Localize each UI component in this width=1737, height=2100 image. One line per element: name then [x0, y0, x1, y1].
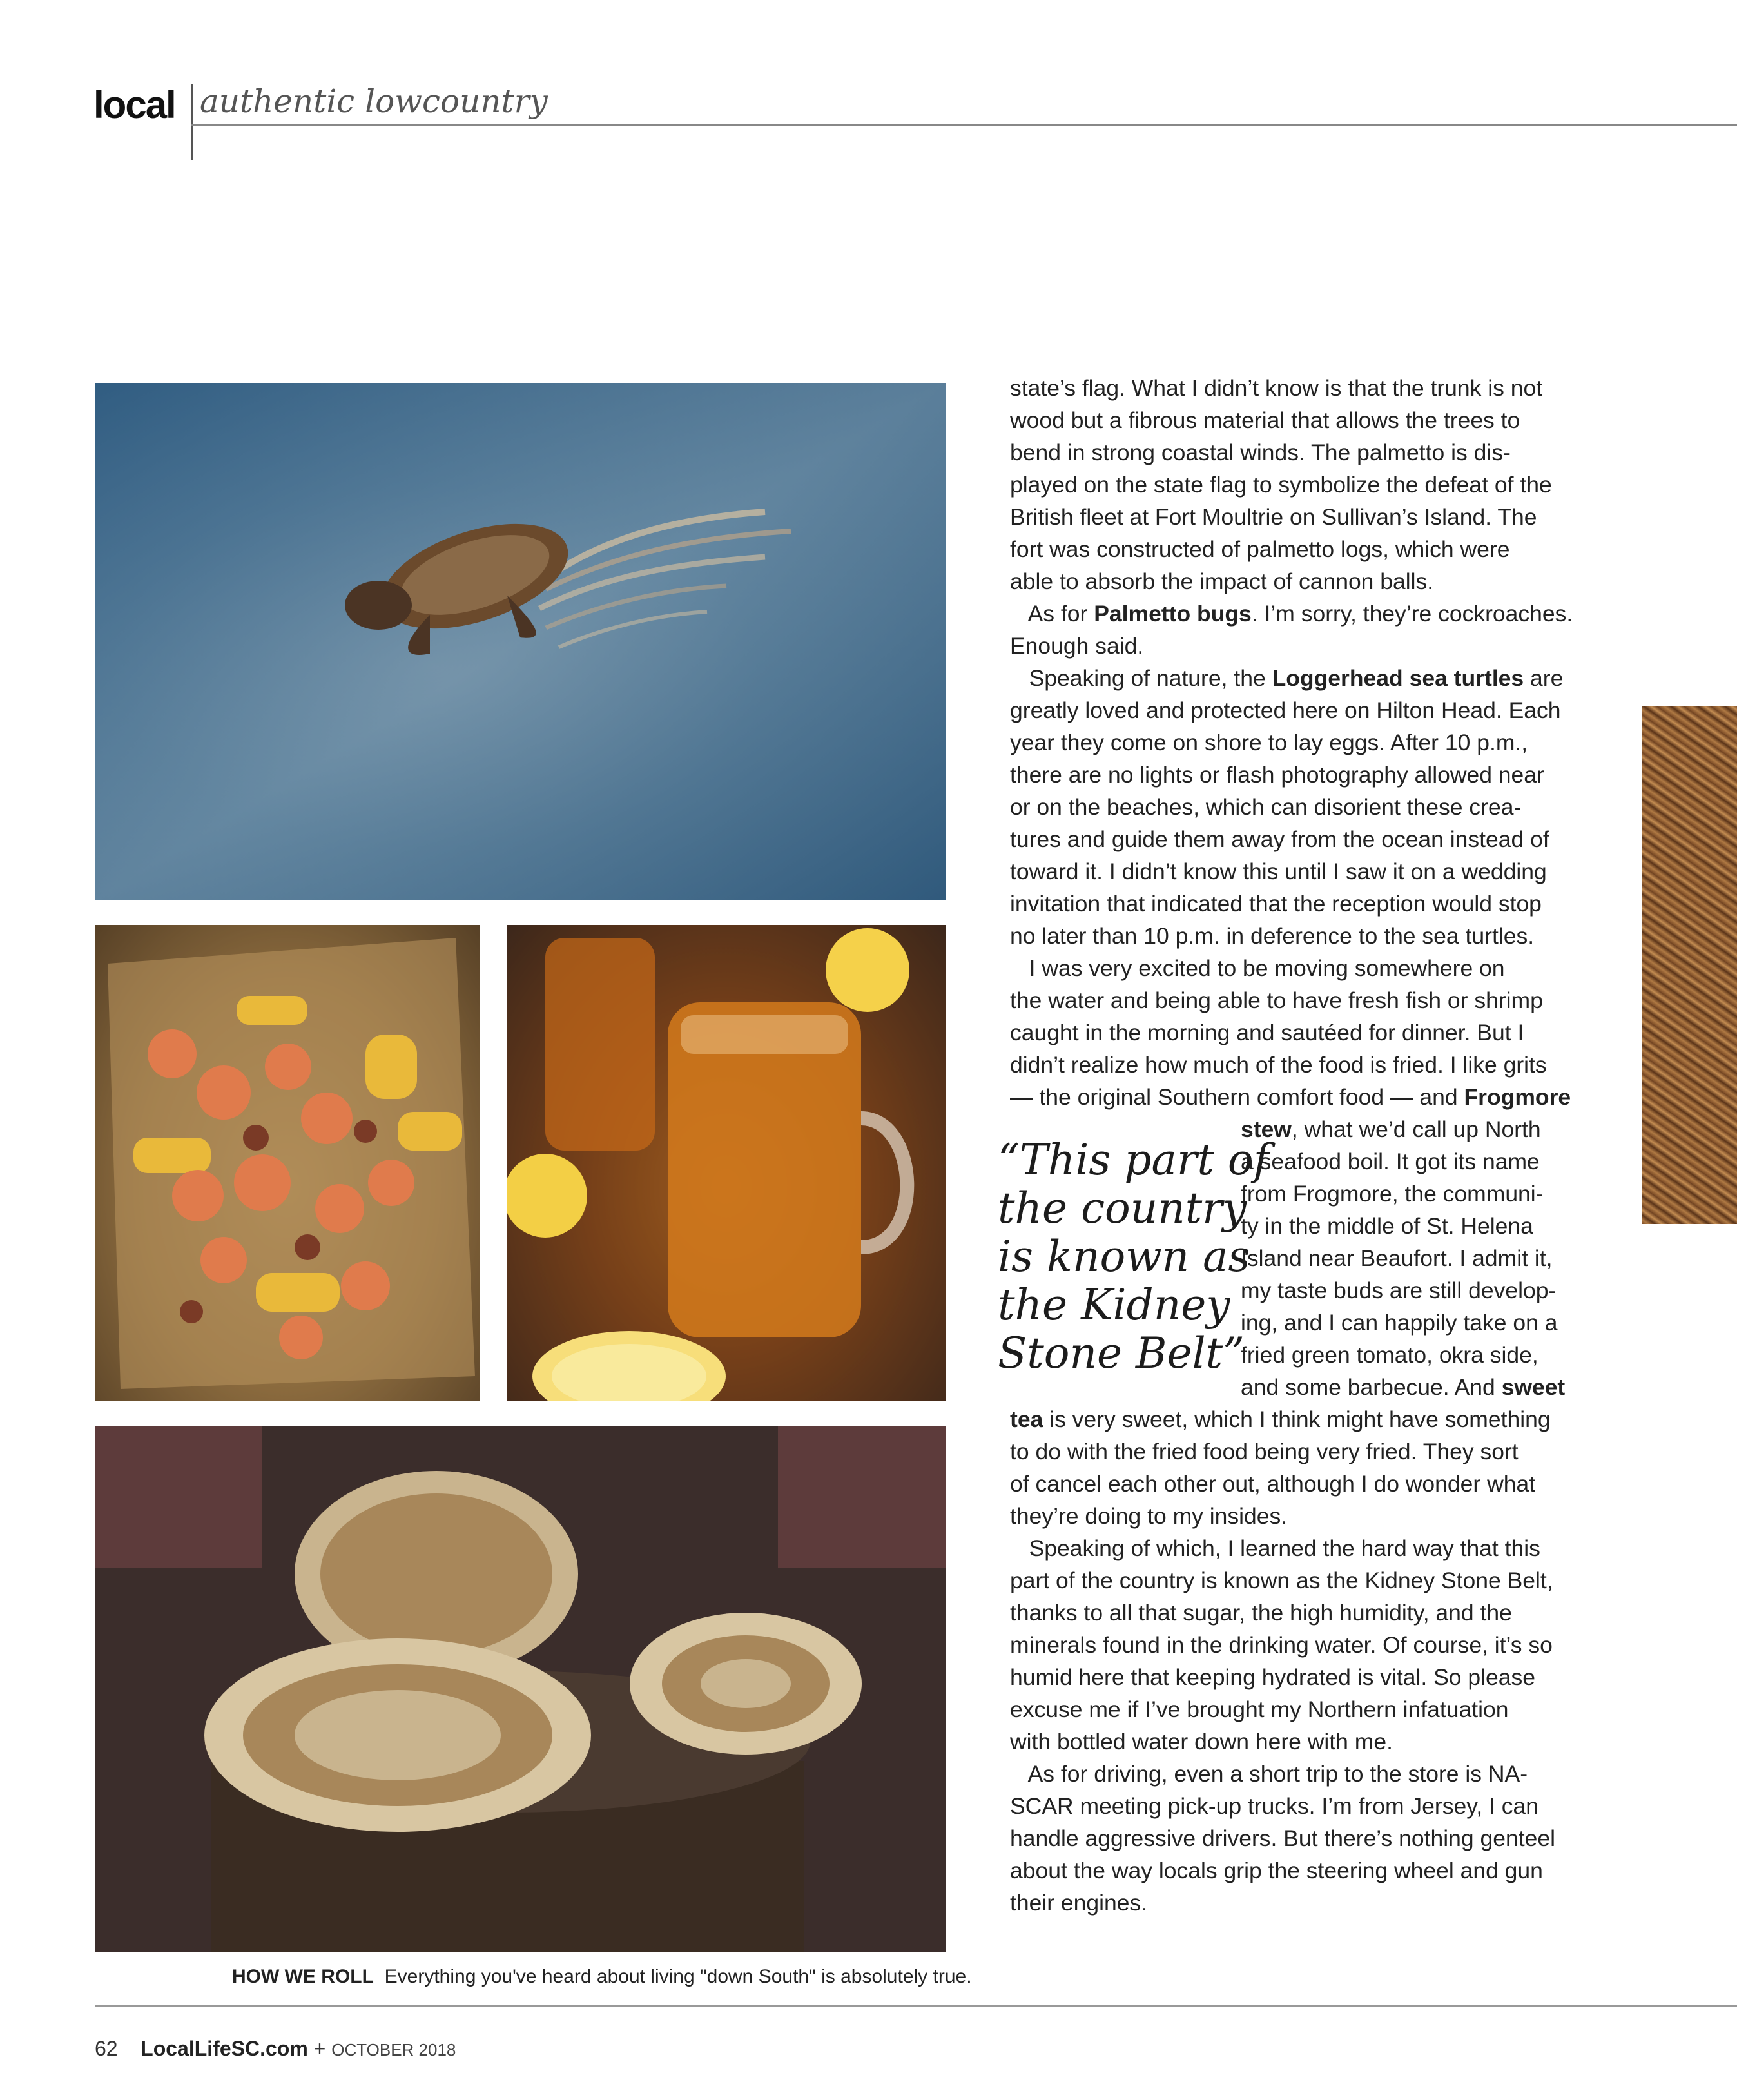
footer-site-link[interactable]: LocalLifeSC.com: [141, 2037, 308, 2060]
text-line: from Frogmore, the communi-: [1241, 1181, 1544, 1207]
text-line: minerals found in the drinking water. Of course, it’s so: [1010, 1632, 1553, 1658]
seafood-boil-illustration: [95, 925, 480, 1401]
bold-term-loggerhead-sea-turtles: Loggerhead sea turtles: [1272, 665, 1524, 691]
text-line: As for Palmetto bugs. I’m sorry, they’re cockroaches.: [1010, 601, 1573, 627]
bold-term-tea: tea: [1010, 1406, 1043, 1432]
pull-quote: [998, 1135, 1270, 1378]
bold-term-stew: stew: [1241, 1116, 1292, 1142]
text-line: their engines.: [1010, 1890, 1148, 1916]
sweet-tea-jar-illustration: [507, 925, 946, 1401]
text-line: SCAR meeting pick-up trucks. I’m from Jersey, I can: [1010, 1793, 1539, 1819]
text-line: Island near Beaufort. I admit it,: [1241, 1245, 1553, 1271]
sea-turtle-photo: [95, 383, 946, 900]
pine-straw-photo: [1642, 706, 1737, 1224]
text-line: Speaking of which, I learned the hard way that this: [1010, 1535, 1540, 1561]
text-line: thanks to all that sugar, the high humidity, and the: [1010, 1600, 1512, 1626]
text-line: or on the beaches, which can disorient these crea-: [1010, 794, 1522, 820]
text-line: about the way locals grip the steering wheel and gun: [1010, 1858, 1543, 1883]
footer-separator: +: [313, 2037, 326, 2060]
text-line: of cancel each other out, although I do wonder what: [1010, 1471, 1536, 1497]
page-number: 62: [95, 2037, 118, 2060]
text-line: greatly loved and protected here on Hilton Head. Each: [1010, 697, 1561, 723]
text-line: a seafood boil. It got its name: [1241, 1149, 1540, 1174]
header-divider-vertical: [191, 84, 193, 160]
text-line: I was very excited to be moving somewhere on: [1010, 955, 1505, 981]
text-line: tea is very sweet, which I think might have something: [1010, 1406, 1551, 1432]
article-column-narrow: [1241, 1113, 1602, 1403]
section-title: authentic lowcountry: [200, 83, 548, 120]
article-column-main: [1010, 372, 1603, 1113]
text-line: the water and being able to have fresh fish or shrimp: [1010, 987, 1543, 1013]
text-line: didn’t realize how much of the food is fried. I like grits: [1010, 1052, 1547, 1078]
text-line: — the original Southern comfort food — and Frogmore: [1010, 1084, 1571, 1110]
text-line: and some barbecue. And sweet: [1241, 1374, 1566, 1400]
text-line: with bottled water down here with me.: [1010, 1729, 1393, 1755]
footer-divider: [95, 2005, 1737, 2007]
sweet-tea-photo: [507, 925, 946, 1401]
text-line: fried green tomato, okra side,: [1241, 1342, 1538, 1368]
text-line: bend in strong coastal winds. The palmetto is dis-: [1010, 440, 1511, 465]
text-line: played on the state flag to symbolize the defeat of the: [1010, 472, 1552, 498]
bold-term-palmetto-bugs: Palmetto bugs: [1094, 601, 1252, 627]
text-line: toward it. I didn’t know this until I saw it on a wedding: [1010, 859, 1547, 884]
text-line: able to absorb the impact of cannon balls.: [1010, 569, 1434, 594]
caption-label: HOW WE ROLL: [232, 1966, 374, 1987]
text-line: tures and guide them away from the ocean instead of: [1010, 826, 1549, 852]
text-line: they’re doing to my insides.: [1010, 1503, 1288, 1529]
text-line: state’s flag. What I didn’t know is that the trunk is not: [1010, 375, 1543, 401]
text-line: ing, and I can happily take on a: [1241, 1310, 1558, 1336]
sweetgrass-baskets-photo: [95, 1426, 946, 1952]
text-line: ty in the middle of St. Helena: [1241, 1213, 1533, 1239]
pull-quote-line: is known as: [998, 1232, 1250, 1281]
text-line: handle aggressive drivers. But there’s nothing genteel: [1010, 1825, 1555, 1851]
pull-quote-line: the country: [998, 1183, 1247, 1233]
bold-term-frogmore: Frogmore: [1464, 1084, 1571, 1110]
sea-turtle-illustration: [95, 383, 946, 900]
text-line: there are no lights or flash photography allowed near: [1010, 762, 1544, 788]
text-line: to do with the fried food being very fried. They sort: [1010, 1439, 1519, 1464]
photo-caption: [232, 1966, 972, 1988]
caption-text: Everything you've heard about living "down South" is absolutely true.: [384, 1966, 972, 1987]
pull-quote-line: Stone Belt”: [998, 1328, 1245, 1378]
issue-date: OCTOBER 2018: [331, 2040, 456, 2059]
text-line: invitation that indicated that the reception would stop: [1010, 891, 1542, 917]
text-line: no later than 10 p.m. in deference to the sea turtles.: [1010, 923, 1535, 949]
text-line: wood but a fibrous material that allows the trees to: [1010, 407, 1520, 433]
text-line: caught in the morning and sautéed for dinner. But I: [1010, 1020, 1524, 1045]
frogmore-stew-photo: [95, 925, 480, 1401]
article-column-bottom: [1010, 1403, 1603, 1919]
text-line: fort was constructed of palmetto logs, which were: [1010, 536, 1510, 562]
sweetgrass-baskets-illustration: [95, 1426, 946, 1952]
text-line: excuse me if I’ve brought my Northern infatuation: [1010, 1697, 1509, 1722]
text-line: British fleet at Fort Moultrie on Sullivan’s Island. The: [1010, 504, 1537, 530]
pull-quote-line: “This part of: [998, 1135, 1270, 1185]
text-line: part of the country is known as the Kidney Stone Belt,: [1010, 1568, 1553, 1593]
text-line: Enough said.: [1010, 633, 1144, 659]
text-line: humid here that keeping hydrated is vital. So please: [1010, 1664, 1536, 1690]
pull-quote-line: the Kidney: [998, 1280, 1230, 1330]
text-line: my taste buds are still develop-: [1241, 1278, 1557, 1303]
magazine-logo: local: [93, 83, 175, 126]
header-divider-horizontal: [191, 124, 1737, 126]
text-line: Speaking of nature, the Loggerhead sea turtles are: [1010, 665, 1564, 691]
page-footer: [95, 2037, 456, 2061]
text-line: As for driving, even a short trip to the store is NA-: [1010, 1761, 1528, 1787]
text-line: stew, what we’d call up North: [1241, 1116, 1541, 1142]
text-line: year they come on shore to lay eggs. After 10 p.m.,: [1010, 730, 1528, 755]
bold-term-sweet: sweet: [1501, 1374, 1566, 1400]
